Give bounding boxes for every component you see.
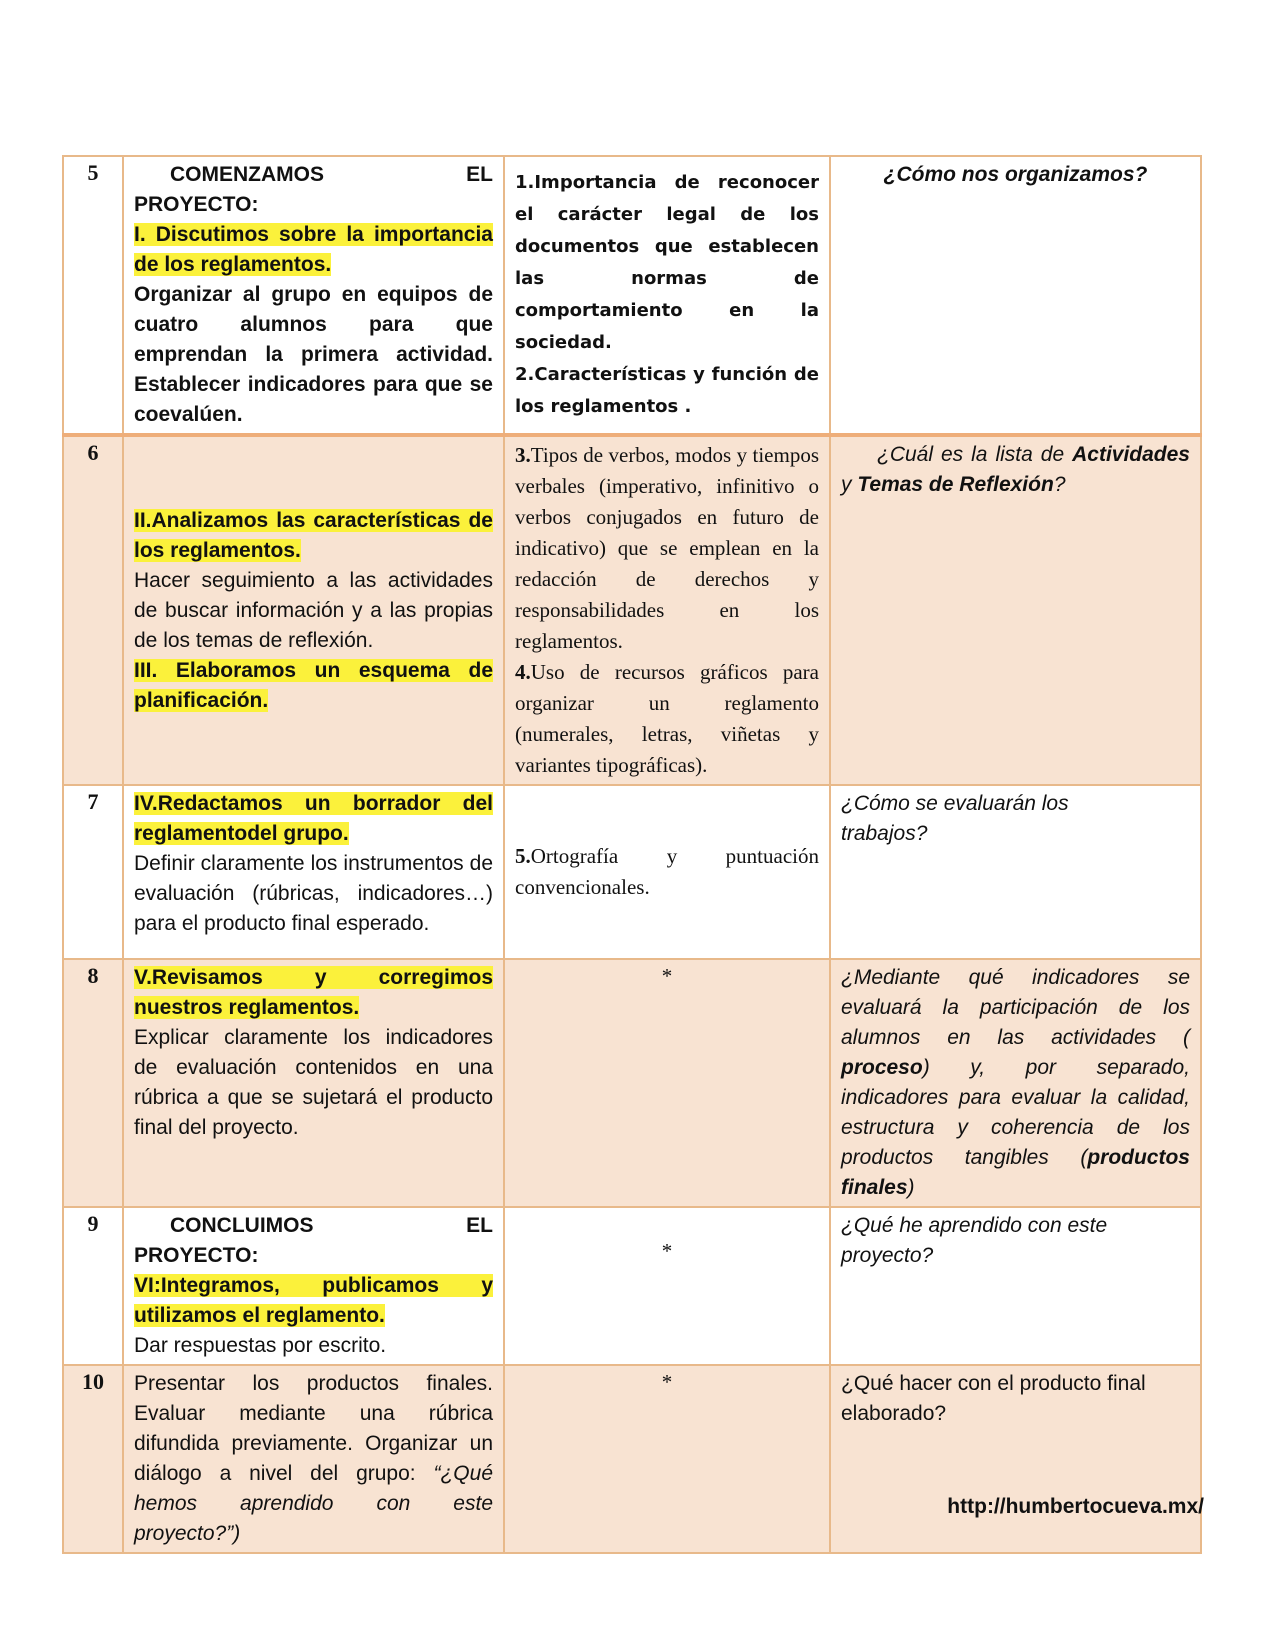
guiding-question: ¿Cómo nos organizamos?	[830, 156, 1201, 435]
step-title: V.Revisamos y corregimos nuestros reglamentos.	[134, 966, 493, 1019]
activity-description: Presentar los productos finales. Evaluar mediante una rúbrica difundida previamente. Organizar un diálogo a nivel del grupo:	[134, 1372, 493, 1485]
guiding-question: ¿Cuál es la lista de Actividades y Temas de Reflexión?	[830, 435, 1201, 785]
step-title: IV.Redactamos un borrador del reglamentodel grupo.	[134, 792, 493, 845]
activity-cell	[123, 1207, 504, 1365]
content-item: 5.Ortografía y puntuación convencionales.	[515, 844, 819, 899]
empty-marker: *	[661, 1239, 673, 1263]
content-item: 3.Tipos de verbos, modos y tiempos verbales (imperativo, infinitivo o verbos conjugados en futuro de indicativo) que se emplean en la redacción de derechos y responsabilidades en los reglamentos.	[515, 443, 819, 653]
contents-cell	[504, 959, 830, 1207]
stage-heading: CONCLUIMOS EL	[170, 1214, 493, 1237]
guiding-question: ¿Qué hacer con el producto final elaborado?	[830, 1365, 1201, 1553]
activity-cell	[123, 959, 504, 1207]
activity-description: Hacer seguimiento a las actividades de buscar información y a las propias de los temas de reflexión.	[134, 568, 493, 652]
guiding-question: ¿Cómo se evaluarán los trabajos?	[830, 785, 1201, 959]
table-row	[63, 435, 1201, 785]
activity-cell	[123, 435, 504, 785]
activity-description: Definir claramente los instrumentos de evaluación (rúbricas, indicadores…) para el producto final esperado.	[134, 852, 493, 935]
empty-marker: *	[661, 964, 673, 988]
activity-description: Dar respuestas por escrito.	[134, 1334, 387, 1357]
activity-description: Organizar al grupo en equipos de cuatro alumnos para que emprendan la primera actividad. Establecer indicadores para que se coevalúen.	[134, 283, 493, 426]
session-number: 6	[63, 435, 123, 785]
contents-cell	[504, 785, 830, 959]
table-row	[63, 1365, 1201, 1553]
stage-heading-line2: PROYECTO:	[134, 1244, 259, 1267]
session-number: 8	[63, 959, 123, 1207]
contents-cell	[504, 156, 830, 435]
content-item: 4.Uso de recursos gráficos para organizar un reglamento (numerales, letras, viñetas y variantes tipográficas).	[515, 660, 819, 777]
step-title: III. Elaboramos un esquema de planificación.	[134, 658, 493, 712]
table-row	[63, 785, 1201, 959]
session-number: 7	[63, 785, 123, 959]
session-number: 5	[63, 156, 123, 435]
activity-description: Explicar claramente los indicadores de evaluación contenidos en una rúbrica a que se sujetará el producto final del proyecto.	[134, 1026, 493, 1139]
activity-cell	[123, 1365, 504, 1553]
session-number: 9	[63, 1207, 123, 1365]
guiding-question: ¿Mediante qué indicadores se evaluará la participación de los alumnos en las actividades ( proceso) y, por separado, indicadores para evaluar la calidad, estructura y coherencia de los productos tangibles (productos finales)	[830, 959, 1201, 1207]
activity-quote: “¿Qué hemos aprendido con este proyecto?”)	[134, 1462, 493, 1545]
content-item: 2.Características y función de los reglamentos .	[515, 364, 819, 417]
stage-heading: COMENZAMOS EL	[170, 163, 493, 186]
session-number: 10	[63, 1365, 123, 1553]
step-title: VI:Integramos, publicamos y utilizamos el reglamento.	[134, 1274, 493, 1327]
step-title: I. Discutimos sobre la importancia de los reglamentos.	[134, 223, 493, 276]
table-row	[63, 1207, 1201, 1365]
footer-url[interactable]: http://humbertocueva.mx/	[947, 1495, 1204, 1518]
project-plan-table	[62, 155, 1202, 1554]
contents-cell	[504, 1207, 830, 1365]
table-row	[63, 959, 1201, 1207]
table-row	[63, 156, 1201, 435]
contents-cell	[504, 1365, 830, 1553]
empty-marker: *	[661, 1370, 673, 1394]
guiding-question: ¿Qué he aprendido con este proyecto?	[830, 1207, 1201, 1365]
activity-cell	[123, 785, 504, 959]
step-title: II.Analizamos las características de los reglamentos.	[134, 508, 493, 562]
contents-cell	[504, 435, 830, 785]
stage-heading-line2: PROYECTO:	[134, 193, 259, 216]
activity-cell	[123, 156, 504, 435]
content-item: 1.Importancia de reconocer el carácter legal de los documentos que establecen las normas de comportamiento en la sociedad.	[515, 172, 819, 353]
